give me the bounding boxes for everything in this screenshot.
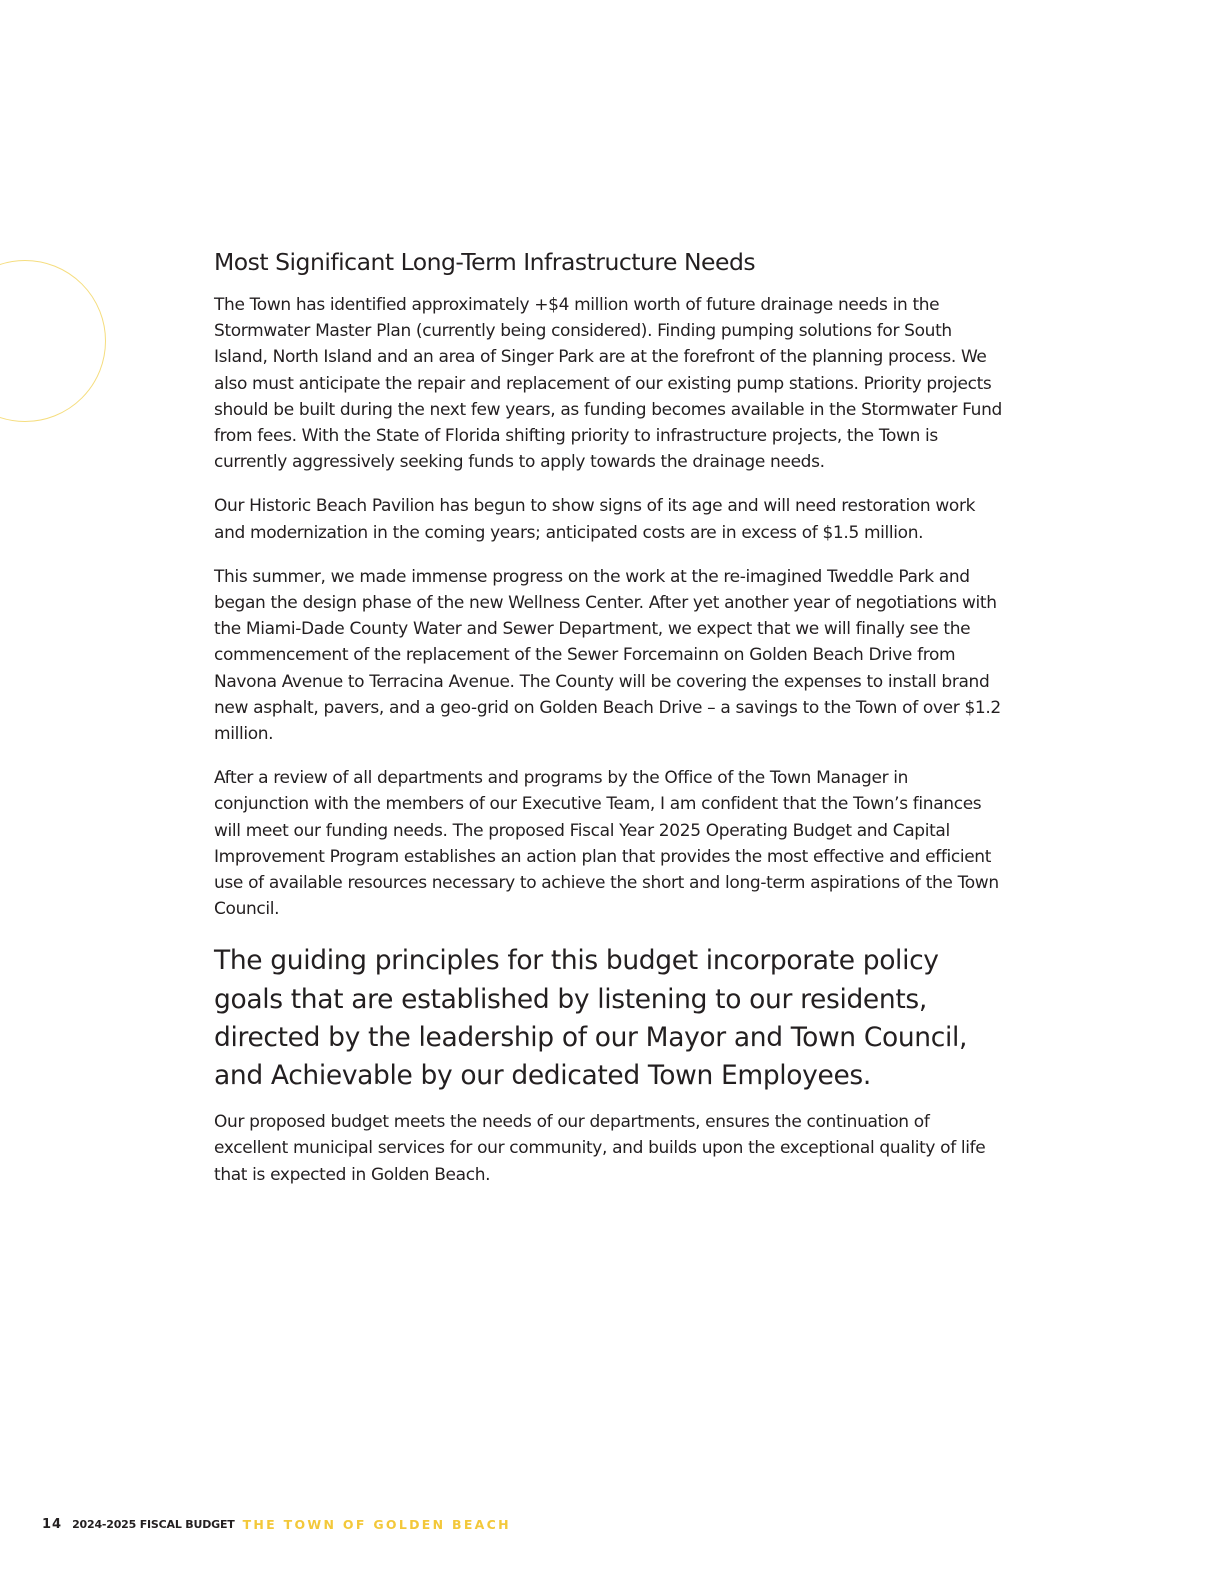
paragraph-review: After a review of all departments and programs by the Office of the Town Manager in conjunction with the members of our Executive Team, I am confident that the Town’s finances will meet our funding needs. The proposed Fiscal Year 2025 Operating Budget and Capital Improvement Program establishes an action plan that provides the most effective and efficient use of available resources necessary to achieve the short and long-term aspirations of the Town Council. <box>214 768 999 920</box>
page-footer <box>42 1514 511 1534</box>
decorative-circle <box>0 260 106 422</box>
budget-label: 2024-2025 FISCAL BUDGET <box>72 1517 235 1531</box>
section-heading: Most Significant Long-Term Infrastructure Needs <box>214 248 756 276</box>
paragraph-tweddle-park: This summer, we made immense progress on the work at the re-imagined Tweddle Park and began the design phase of the new Wellness Center. After yet another year of negotiations with the Miami-Dade County Water and Sewer Department, we expect that we will finally see the commencement of the replacement of the Sewer Forcemainn on Golden Beach Drive from Navona Avenue to Terracina Avenue. The County will be covering the expenses to install brand new asphalt, pavers, and a geo-grid on Golden Beach Drive – a savings to the Town of over $1.2 million. <box>214 566 1001 745</box>
pull-quote: The guiding principles for this budget incorporate policy goals that are established by listening to our residents, directed by the leadership of our Mayor and Town Council, and Achievable by our dedicated Town Employees. <box>214 945 968 1092</box>
paragraph-drainage: The Town has identified approximately +$4 million worth of future drainage needs in the Stormwater Master Plan (currently being considered). Finding pumping solutions for South Island, North Island and an area of Singer Park are at the forefront of the planning process. We also must anticipate the repair and replacement of our existing pump stations. Priority projects should be built during the next few years, as funding becomes available in the Stormwater Fund from fees. With the State of Florida shifting priority to infrastructure projects, the Town is currently aggressively seeking funds to apply towards the drainage needs. <box>214 295 1002 473</box>
main-content <box>214 246 1004 1206</box>
paragraph-pavilion: Our Historic Beach Pavilion has begun to show signs of its age and will need restoration work and modernization in the coming years; anticipated costs are in excess of $1.5 million. <box>214 496 976 543</box>
town-name: THE TOWN OF GOLDEN BEACH <box>242 1516 511 1532</box>
page-number: 14 <box>42 1516 63 1532</box>
paragraph-closing: Our proposed budget meets the needs of our departments, ensures the continuation of excellent municipal services for our community, and builds upon the exceptional quality of life that is expected in Golden Beach. <box>214 1112 986 1185</box>
